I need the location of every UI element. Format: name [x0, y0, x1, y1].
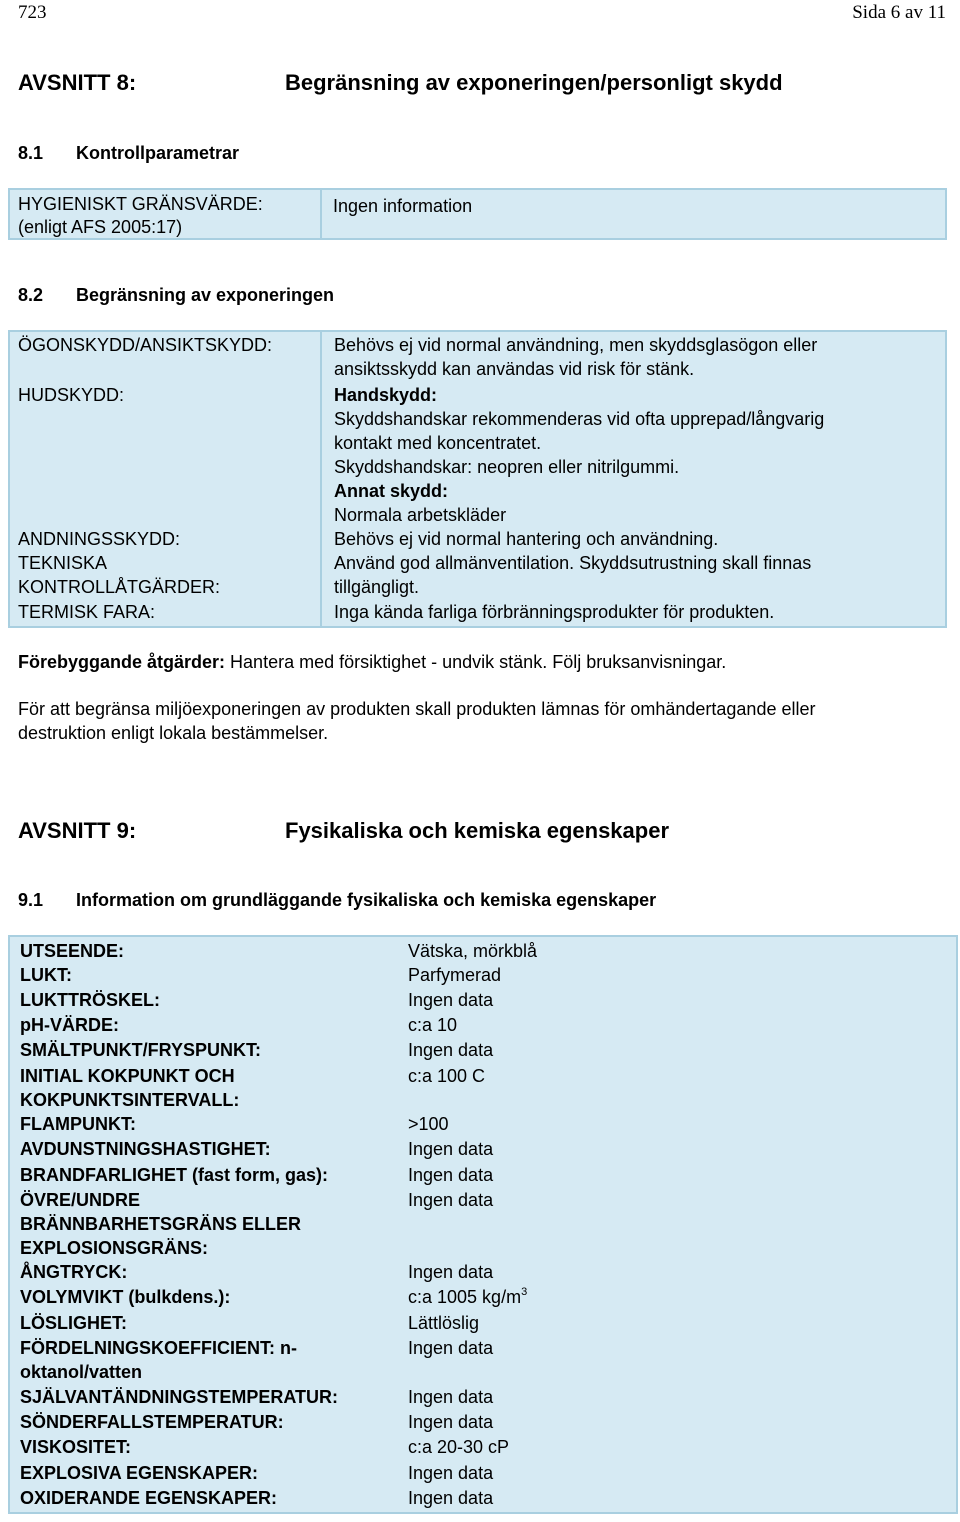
property-value: Ingen data — [408, 1190, 494, 1210]
table-row — [9, 936, 957, 963]
property-value: c:a 20-30 cP — [408, 1437, 510, 1457]
property-value: Ingen data — [408, 1040, 494, 1060]
property-value: Ingen data — [408, 1139, 494, 1159]
physical-chemical-properties-table — [8, 935, 958, 1514]
protection-labels-cell — [8, 330, 322, 628]
subsection-number: 9.1 — [18, 890, 44, 910]
hygiene-value-cell — [320, 188, 947, 240]
property-label-line: oktanol/vatten — [20, 1362, 143, 1382]
section-9-title: Fysikaliska och kemiska egenskaper — [285, 818, 670, 843]
section-9-number: AVSNITT 9: — [18, 818, 137, 843]
property-label: OXIDERANDE EGENSKAPER: — [20, 1488, 278, 1508]
table-row — [9, 1385, 957, 1410]
property-value: Ingen data — [408, 1387, 494, 1407]
technical-controls-label-line1: TEKNISKA — [18, 553, 108, 573]
respiratory-protection-label: ANDNINGSSKYDD: — [18, 529, 181, 549]
hygiene-value: Ingen information — [333, 196, 473, 216]
page-indicator: Sida 6 av 11 — [852, 2, 946, 23]
property-label: SJÄLVANTÄNDNINGSTEMPERATUR: — [20, 1387, 338, 1407]
other-protection-heading: Annat skydd: — [334, 481, 449, 501]
skin-protection-label: HUDSKYDD: — [18, 385, 125, 405]
property-value: Parfymerad — [408, 965, 502, 985]
property-label: LUKT: — [20, 965, 72, 985]
hand-protection-text-line1: Skyddshandskar rekommenderas vid ofta upprepad/långvarig — [334, 409, 825, 429]
page-header — [18, 0, 946, 26]
subsection-title: Begränsning av exponeringen — [76, 285, 335, 305]
table-row — [9, 1013, 957, 1038]
property-label: SMÄLTPUNKT/FRYSPUNKT: — [20, 1040, 261, 1060]
table-row — [9, 1038, 957, 1064]
property-label: EXPLOSIVA EGENSKAPER: — [20, 1463, 259, 1483]
respiratory-protection-text: Behövs ej vid normal hantering och användning. — [334, 529, 719, 549]
environmental-line2: destruktion enligt lokala bestämmelser. — [18, 723, 329, 743]
property-label: FLAMPUNKT: — [20, 1114, 136, 1134]
other-protection-text: Normala arbetskläder — [334, 505, 507, 525]
property-label — [9, 1064, 398, 1112]
table-row — [9, 1435, 957, 1461]
technical-controls-text-line2: tillgängligt. — [334, 577, 420, 597]
hygiene-label-line1: HYGIENISKT GRÄNSVÄRDE: — [18, 194, 263, 214]
property-value: >100 — [408, 1114, 449, 1134]
superscript: 3 — [521, 1286, 528, 1298]
subsection-9-1-heading — [18, 890, 656, 911]
property-value-text: c:a 1005 kg/m — [408, 1287, 522, 1307]
subsection-title: Kontrollparametrar — [76, 143, 240, 163]
preventive-measures-text: Hantera med försiktighet - undvik stänk. Följ bruksanvisningar. — [225, 652, 727, 672]
property-value: Ingen data — [408, 1412, 494, 1432]
property-label — [9, 1188, 398, 1260]
property-label — [9, 1336, 398, 1385]
property-value: Ingen data — [408, 990, 494, 1010]
table-row — [9, 1285, 957, 1311]
preventive-measures — [18, 650, 942, 674]
document-number: 723 — [18, 2, 47, 23]
property-value: Ingen data — [408, 1165, 494, 1185]
subsection-number: 8.1 — [18, 143, 44, 163]
technical-controls-text-line1: Använd god allmänventilation. Skyddsutrustning skall finnas — [334, 553, 812, 573]
hygiene-label-cell — [8, 188, 322, 240]
environmental-line1: För att begränsa miljöexponeringen av produkten skall produkten lämnas för omhändertagande eller — [18, 699, 816, 719]
table-row — [9, 1064, 957, 1112]
table-row — [9, 1486, 957, 1513]
property-value: Ingen data — [408, 1262, 494, 1282]
property-value — [398, 1285, 957, 1311]
thermal-hazard-text: Inga kända farliga förbränningsprodukter för produkten. — [334, 602, 775, 622]
table-row — [9, 988, 957, 1013]
property-label-line: FÖRDELNINGSKOEFFICIENT: n- — [20, 1338, 297, 1358]
property-label: AVDUNSTNINGSHASTIGHET: — [20, 1139, 271, 1159]
eye-protection-text-line1: Behövs ej vid normal användning, men skyddsglasögon eller — [334, 335, 818, 355]
table-row — [9, 1410, 957, 1435]
table-row — [9, 1260, 957, 1285]
table-row — [9, 963, 957, 988]
property-value: c:a 10 — [408, 1015, 458, 1035]
property-value: Ingen data — [408, 1488, 494, 1508]
property-value: Ingen data — [408, 1338, 494, 1358]
table-row — [9, 1163, 957, 1188]
section-8-title: Begränsning av exponeringen/personligt skydd — [285, 70, 783, 95]
hand-protection-heading: Handskydd: — [334, 385, 438, 405]
table-row — [9, 1311, 957, 1336]
property-label-line: EXPLOSIONSGRÄNS: — [20, 1238, 209, 1258]
property-value: Ingen data — [408, 1463, 494, 1483]
property-label: LÖSLIGHET: — [20, 1313, 127, 1333]
property-label: LUKTTRÖSKEL: — [20, 990, 160, 1010]
property-label-line: INITIAL KOKPUNKT OCH — [20, 1066, 235, 1086]
property-label: UTSEENDE: — [20, 941, 125, 961]
property-label: BRANDFARLIGHET (fast form, gas): — [20, 1165, 329, 1185]
table-row — [9, 1137, 957, 1163]
property-label-line: KOKPUNKTSINTERVALL: — [20, 1090, 240, 1110]
table-row — [9, 1188, 957, 1260]
thermal-hazard-label: TERMISK FARA: — [18, 602, 156, 622]
property-label: VISKOSITET: — [20, 1437, 132, 1457]
eye-protection-label: ÖGONSKYDD/ANSIKTSKYDD: — [18, 335, 273, 355]
subsection-8-1-heading — [18, 143, 239, 164]
property-value: Vätska, mörkblå — [408, 941, 538, 961]
property-label: ÅNGTRYCK: — [20, 1262, 128, 1282]
hygiene-label-line2: (enligt AFS 2005:17) — [18, 217, 183, 237]
protection-values-cell — [320, 330, 947, 628]
property-label-line: ÖVRE/UNDRE — [20, 1190, 141, 1210]
property-value: c:a 100 C — [408, 1066, 486, 1086]
property-label: VOLYMVIKT (bulkdens.): — [20, 1287, 231, 1307]
property-label-line: BRÄNNBARHETSGRÄNS ELLER — [20, 1214, 302, 1234]
hand-protection-text-line3: Skyddshandskar: neopren eller nitrilgummi. — [334, 457, 680, 477]
subsection-number: 8.2 — [18, 285, 44, 305]
table-row — [9, 1336, 957, 1385]
technical-controls-label-line2: KONTROLLÅTGÄRDER: — [18, 577, 221, 597]
subsection-title: Information om grundläggande fysikaliska och kemiska egenskaper — [76, 890, 657, 910]
table-row — [9, 1461, 957, 1486]
hand-protection-text-line2: kontakt med koncentratet. — [334, 433, 542, 453]
eye-protection-text-line2: ansiktsskydd kan användas vid risk för stänk. — [334, 359, 695, 379]
subsection-8-2-heading — [18, 285, 334, 306]
property-label: SÖNDERFALLSTEMPERATUR: — [20, 1412, 284, 1432]
preventive-measures-label: Förebyggande åtgärder: — [18, 652, 226, 672]
section-8-number: AVSNITT 8: — [18, 70, 137, 95]
property-value: Lättlöslig — [408, 1313, 480, 1333]
property-label: pH-VÄRDE: — [20, 1015, 119, 1035]
environmental-exposure-paragraph — [18, 697, 942, 745]
table-row — [9, 1112, 957, 1137]
